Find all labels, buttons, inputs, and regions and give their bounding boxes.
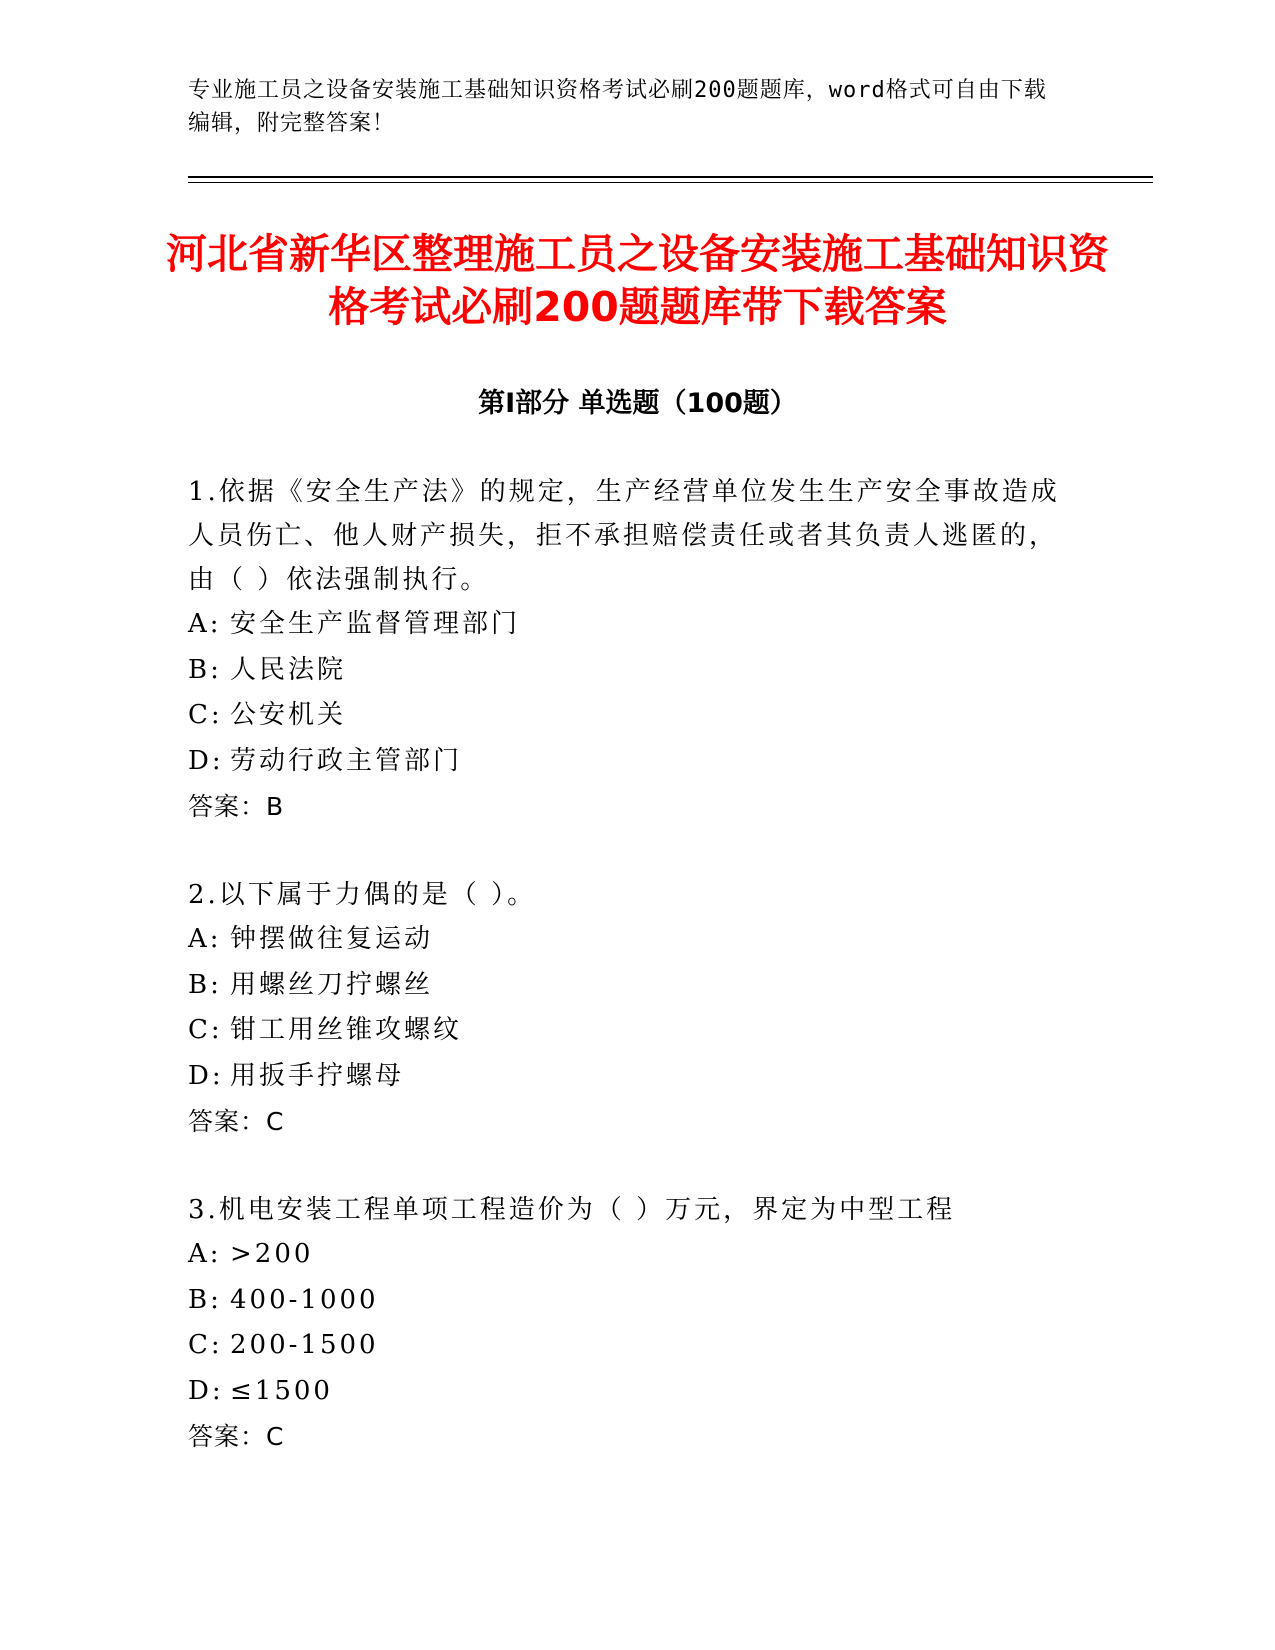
option-key: B:: [188, 1284, 222, 1315]
option-d: [188, 1054, 1073, 1100]
question-stem: 1.依据《安全生产法》的规定，生产经营单位发生生产安全事故造成人员伤亡、他人财产损失，拒不承担赔偿责任或者其负责人逃匿的，由（ ）依法强制执行。: [188, 477, 1060, 595]
option-c: [188, 693, 1073, 739]
option-b: [188, 1278, 1073, 1324]
option-text: 安全生产监督管理部门: [230, 609, 521, 639]
option-text: 200-1500: [230, 1330, 379, 1360]
option-key: D:: [188, 1375, 224, 1406]
option-key: B:: [188, 654, 222, 685]
option-text: >200: [230, 1239, 314, 1269]
option-text: ≤1500: [230, 1375, 333, 1406]
question-2: [188, 873, 1073, 1144]
question-3: [188, 1188, 1073, 1459]
option-a: [188, 602, 1073, 648]
header-note: 专业施工员之设备安装施工基础知识资格考试必刷200题题库，word格式可自由下载编辑，附完整答案！: [188, 78, 1047, 136]
option-key: C:: [188, 1015, 223, 1045]
question-stem: 2.以下属于力偶的是（ ）。: [188, 880, 537, 910]
option-key: D:: [188, 1060, 224, 1091]
option-key: B:: [188, 969, 222, 1000]
option-key: C:: [188, 1330, 223, 1360]
question-stem: 3.机电安装工程单项工程造价为（ ）万元，界定为中型工程: [188, 1195, 956, 1225]
option-text: 400-1000: [230, 1284, 379, 1315]
document-title: 河北省新华区整理施工员之设备安装施工基础知识资格考试必刷200题题库带下载答案: [166, 230, 1109, 331]
option-c: [188, 1008, 1073, 1054]
option-b: [188, 963, 1073, 1009]
option-d: [188, 739, 1073, 785]
option-text: 公安机关: [230, 700, 347, 730]
option-text: 钟摆做往复运动: [230, 924, 434, 954]
option-key: A:: [188, 609, 222, 639]
option-b: [188, 648, 1073, 694]
option-text: 劳动行政主管部门: [230, 745, 463, 776]
option-key: A:: [188, 924, 222, 954]
question-list: [188, 470, 1073, 1503]
header-divider-thick: [188, 176, 1153, 178]
header-divider-thin: [188, 182, 1153, 183]
option-a: [188, 1232, 1073, 1278]
option-key: D:: [188, 745, 224, 776]
option-c: [188, 1323, 1073, 1369]
question-answer: 答案：C: [188, 1422, 285, 1451]
option-text: 用螺丝刀拧螺丝: [230, 969, 434, 1000]
section-title: 第Ⅰ部分 单选题（100题）: [478, 388, 797, 419]
option-key: C:: [188, 700, 223, 730]
option-key: A:: [188, 1239, 222, 1269]
option-text: 用扳手拧螺母: [230, 1060, 405, 1091]
question-1: [188, 470, 1073, 829]
option-text: 钳工用丝锥攻螺纹: [230, 1015, 463, 1045]
question-answer: 答案：B: [188, 792, 285, 821]
option-text: 人民法院: [230, 654, 347, 685]
question-answer: 答案：C: [188, 1107, 285, 1136]
option-d: [188, 1369, 1073, 1415]
option-a: [188, 917, 1073, 963]
